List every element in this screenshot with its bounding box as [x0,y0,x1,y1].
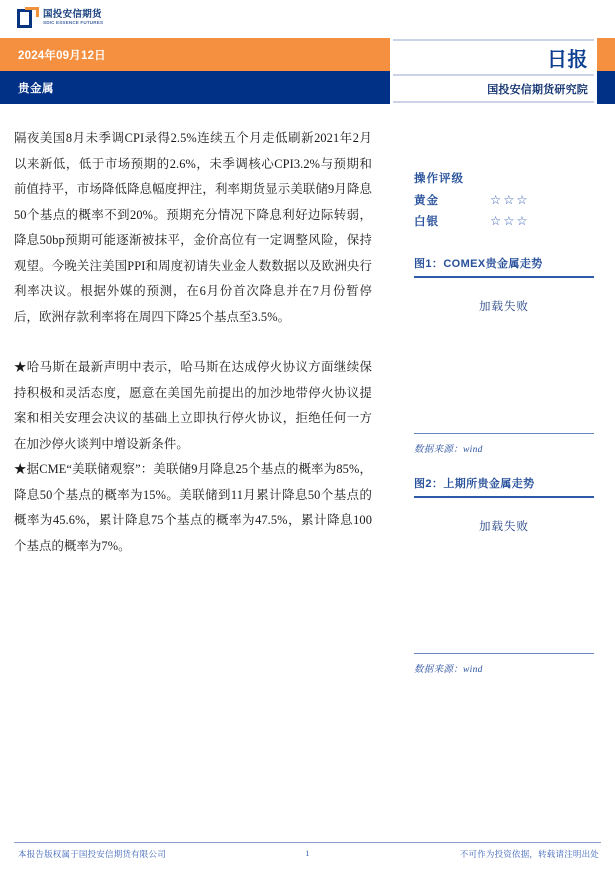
logo-mark-icon [17,7,39,29]
figure-1-canvas [414,278,594,433]
rating-stars-silver: ☆☆☆ [490,212,530,228]
figure-2-source: 数据来源：wind [414,665,483,675]
company-logo [17,7,103,29]
logo-area [0,0,615,38]
figure-1-source: 数据来源：wind [414,445,483,455]
footer-row [14,848,601,868]
figure-2-title: 图2：上期所贵金属走势 [414,478,535,490]
report-date: 2024年09月12日 [18,49,106,62]
logo-name-cn: 国投安信期货 [43,9,102,21]
logo-square-navy-icon [17,9,32,28]
footer-divider [14,842,601,843]
notch-rule-bottom [393,101,594,103]
report-body [14,126,372,559]
rating-stars-gold: ☆☆☆ [490,191,530,207]
rating-label-silver: 白银 [414,216,439,228]
rating-row-silver [414,213,600,229]
body-paragraph-1: 隔夜美国8月未季调CPI录得2.5%连续五个月走低刷新2021年2月以来新低，低于市场预期的2.6%，未季调核心CPI3.2%与预期和前值持平，市场降低降息幅度押注，利率期货显示美联储9月降息50个基点的概率不到20%。预期充分情况下降息利好边际转弱，降息50bp预期可能逐渐被抹平，金价高位有一定调整风险，保持观望。今晚关注美国PPI和周度初请失业金人数数据以及欧洲央行利率决议。根据外媒的预测，在6月份首次降息并在7月份暂停后，欧洲存款利率将在周四下降25个基点至3.5%。 [14,131,372,324]
rating-label-gold: 黄金 [414,195,439,207]
figure-2-canvas [414,498,594,653]
rating-panel-title: 操作评级 [414,173,464,185]
sidebar [404,170,600,675]
footer-copyright: 本报告版权属于国投安信期货有限公司 [18,849,166,859]
figure-2-placeholder: 加载失败 [479,521,529,533]
figure-1-title: 图1：COMEX贵金属走势 [414,258,543,270]
rating-row-gold [414,192,600,208]
logo-name-en: SDIC ESSENCE FUTURES [43,20,104,26]
footer-page-number: 1 [305,848,310,858]
body-paragraph-3: ★据CME“美联储观察”：美联储9月降息25个基点的概率为85%，降息50个基点的概率为15%。美联储到11月累计降息50个基点的概率为45.6%，累计降息75个基点的概率为47.5%，累计降息100个基点的概率为7%。 [14,462,372,553]
footer-disclaimer: 不可作为投资依据，转载请注明出处 [459,849,599,859]
figure-1 [404,255,600,455]
report-kind: 日报 [547,48,588,71]
page-footer [14,842,601,868]
figure-2 [404,475,600,675]
body-paragraph-2: ★哈马斯在最新声明中表示，哈马斯在达成停火协议方面继续保持积极和灵活态度，愿意在美国先前提出的加沙地带停火协议提案和相关安理会决议的基础上立即执行停火协议，拒绝任何一方在加沙停火谈判中增设新条件。 [14,360,372,451]
research-institute: 国投安信期货研究院 [487,83,588,96]
report-header [0,38,615,104]
report-topic: 贵金属 [18,82,54,95]
logo-text [43,10,103,26]
figure-1-placeholder: 加载失败 [479,301,529,313]
